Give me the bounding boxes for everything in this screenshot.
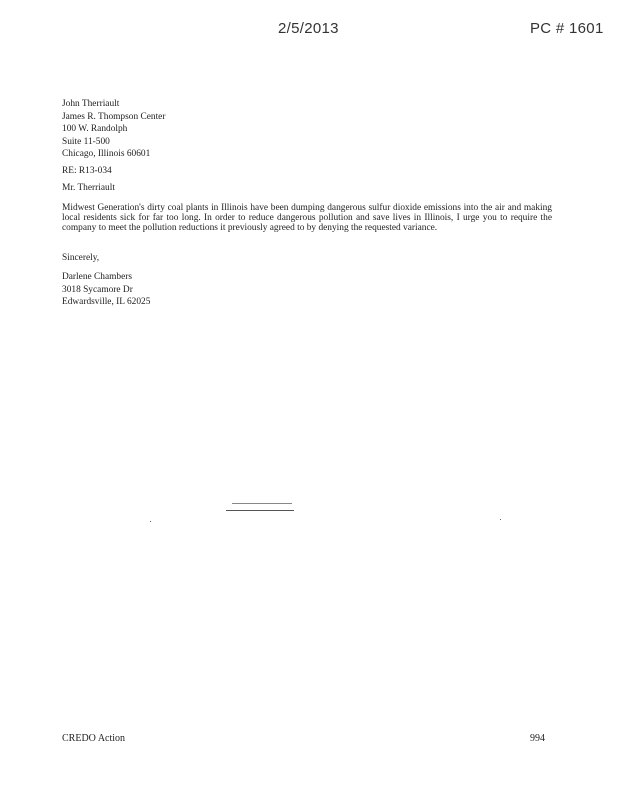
scan-artifact-line [232, 503, 292, 504]
letter-body: Midwest Generation's dirty coal plants in Illinois have been dumping dangerous sulfur dioxide emissions into the air and making local residents sick for far too long. In order to reduce dangerous pollution and save lives in Illinois, I urge you to require the company to meet the pollution reductions it previously agreed to by denying the requested variance. [62, 203, 552, 233]
recipient-address [62, 99, 552, 162]
footer-page-number: 994 [530, 733, 545, 744]
header-pc-number: PC # 1601 [530, 20, 604, 37]
signature-street: 3018 Sycamore Dr [62, 284, 133, 295]
footer-organization: CREDO Action [62, 733, 126, 744]
salutation: Mr. Therriault [62, 183, 115, 193]
scan-artifact-line [226, 510, 294, 511]
recipient-city: Chicago, Illinois 60601 [62, 149, 151, 160]
recipient-street: 100 W. Randolph [62, 124, 128, 135]
closing: Sincerely, [62, 253, 100, 263]
signature-city: Edwardsville, IL 62025 [62, 297, 151, 307]
reference-line: RE: R13-034 [62, 166, 112, 176]
scan-artifact-dot [500, 519, 501, 520]
header-date: 2/5/2013 [278, 20, 339, 37]
signature-block [62, 272, 552, 310]
recipient-name: John Therriault [62, 99, 120, 109]
signature-name: Darlene Chambers [62, 272, 133, 282]
recipient-building: James R. Thompson Center [62, 111, 166, 122]
recipient-suite: Suite 11-500 [62, 136, 110, 147]
scan-artifact-dot [150, 521, 151, 522]
